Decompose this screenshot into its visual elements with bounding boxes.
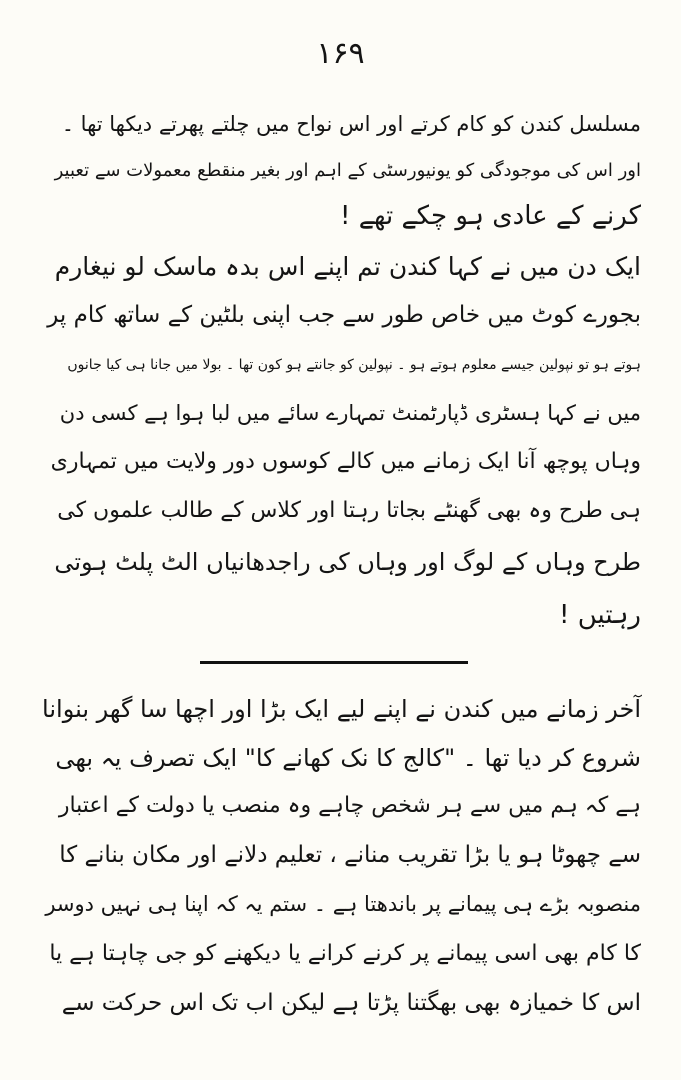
text-line: شروع کر دیا تھا ۔ "کالج کا نک کھانے کا" ایک تصرف یہ بھی xyxy=(55,744,641,772)
text-line: اور اس کی موجودگی کو یونیورسٹی کے اہم اور بغیر منقطع معمولات سے تعبیر xyxy=(54,160,641,181)
text-line: آخر زمانے میں کندن نے اپنے لیے ایک بڑا اور اچھا سا گھر بنوانا xyxy=(42,695,641,723)
text-line: ہی طرح وہ بھی گھنٹے بجاتا رہتا اور کلاس کے طالب علموں کی xyxy=(57,498,641,523)
text-line: ہے کہ ہم میں سے ہر شخص چاہے وہ منصب یا دولت کے اعتبار xyxy=(58,793,641,818)
text-line: اس کا خمیازہ بھی بھگتنا پڑتا ہے لیکن اب تک اس حرکت سے xyxy=(61,990,641,1016)
text-line: کرنے کے عادی ہو چکے تھے ! xyxy=(340,201,641,231)
text-line: کا کام بھی اسی پیمانے پر کرنے کرانے یا دیکھنے کو جی چاہتا ہے یا xyxy=(49,941,641,966)
text-line: میں نے کہا ہسٹری ڈپارٹمنٹ تمہارے سائے میں لبا ہوا ہے کسی دن xyxy=(59,401,641,425)
page-number: ۱۶۹ xyxy=(316,36,365,71)
section-separator xyxy=(200,661,468,664)
text-line: ہوتے ہو تو نپولین جیسے معلوم ہوتے ہو ۔ نپولین کو جانتے ہو کون تھا ۔ بولا میں جانا ہی کیا جانوں xyxy=(67,357,641,373)
text-line: وہاں پوچھ آنا ایک زمانے میں کالے کوسوں دور ولایت میں تمہاری xyxy=(50,449,641,474)
text-line: طرح وہاں کے لوگ اور وہاں کی راجدھانیاں الٹ پلٹ ہوتی xyxy=(54,548,641,576)
text-line: رہتیں ! xyxy=(559,600,641,630)
text-line: سے چھوٹا ہو یا بڑا تقریب منانے ، تعلیم دلانے اور مکان بنانے کا xyxy=(59,842,641,868)
text-line: ایک دن میں نے کہا کندن تم اپنے اس بدہ ماسک لو نیغارم xyxy=(54,252,641,281)
text-line: منصوبہ بڑے ہی پیمانے پر باندھتا ہے ۔ ستم یہ کہ اپنا ہی نہیں دوسر xyxy=(45,892,641,916)
text-line: بجورے کوٹ میں خاص طور سے جب اپنی بلٹین کے ساتھ کام پر xyxy=(47,302,641,328)
text-line: مسلسل کندن کو کام کرتے اور اس نواح میں چلتے پھرتے دیکھا تھا ۔ xyxy=(61,112,641,136)
